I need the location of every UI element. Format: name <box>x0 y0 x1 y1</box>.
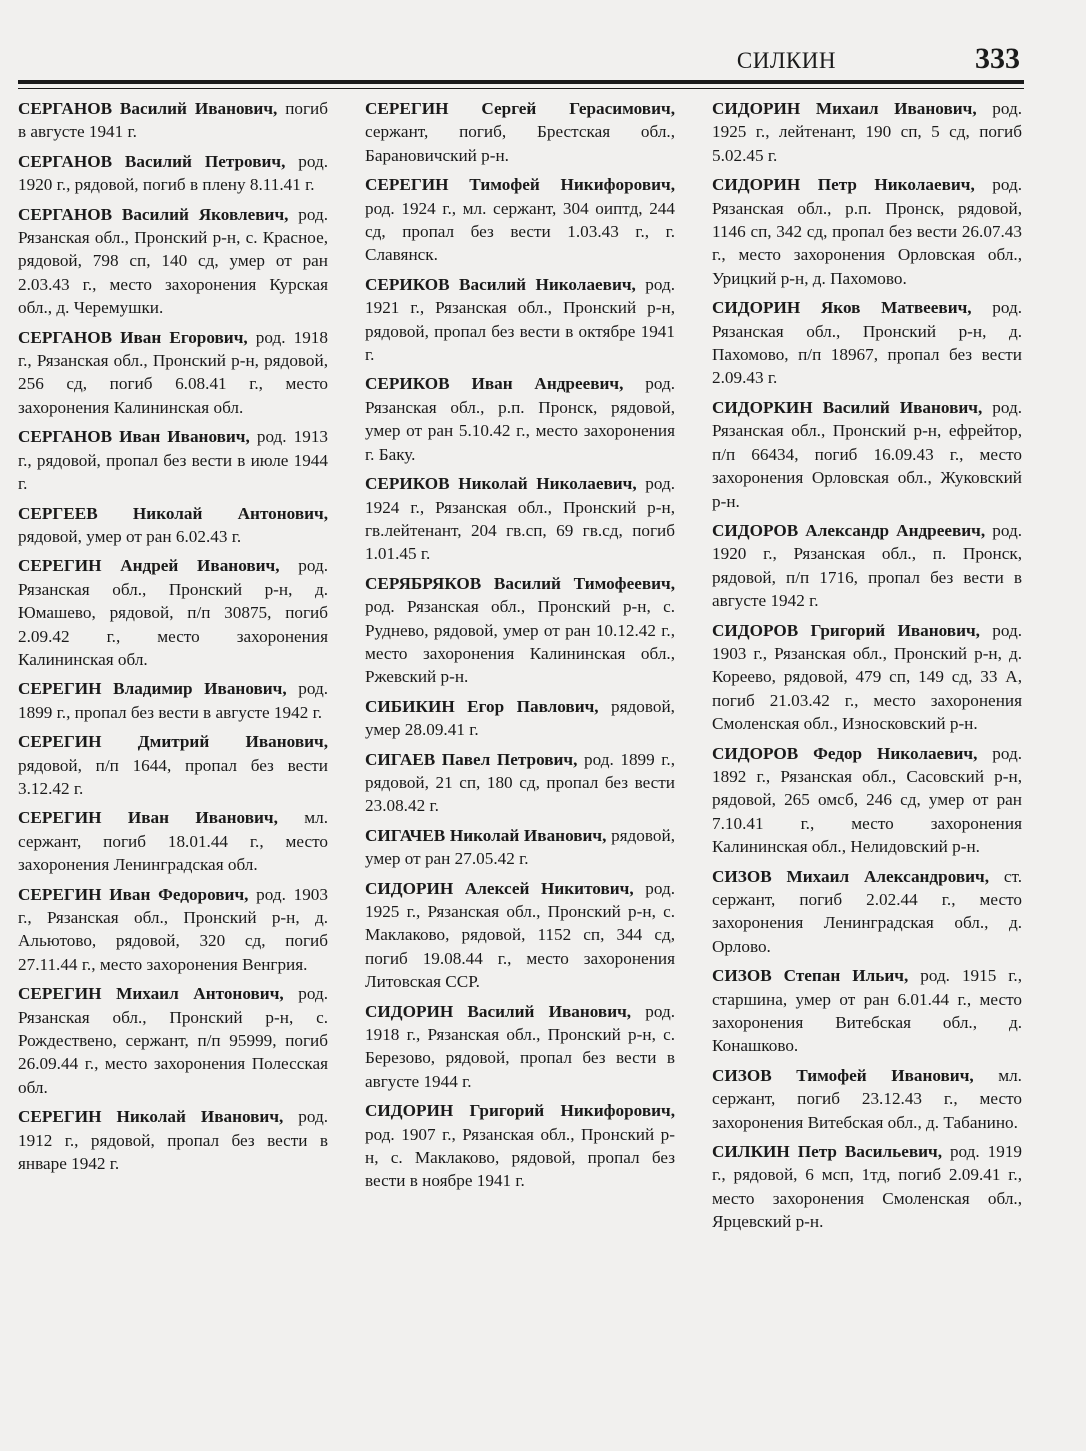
entry-name: СЕРГАНОВ Василий Петрович, <box>18 151 286 171</box>
entry-details: род. 1925 г., Рязанская обл., Пронский р-н, с. Маклаково, рядовой, 1152 сп, 344 сд, погиб 19.08.44 г., место захоронения Литовская ССР. <box>365 878 676 992</box>
register-entry <box>18 203 328 320</box>
register-entry <box>712 296 1022 390</box>
entry-details: рядовой, п/п 1644, пропал без вести 3.12.42 г. <box>18 755 328 798</box>
entry-details: погиб в августе 1941 г. <box>18 99 328 142</box>
entry-details: род. Рязанская обл., Пронский р-н, д. Юмашево, рядовой, п/п 30875, погиб 2.09.42 г., место захоронения Калининская обл. <box>18 556 328 669</box>
entry-details: род. 1899 г., пропал без вести в августе 1942 г. <box>18 679 329 722</box>
register-entry <box>712 396 1022 513</box>
entry-name: СИЗОВ Степан Ильич, <box>712 966 909 986</box>
entry-name: СИЗОВ Тимофей Иванович, <box>712 1065 974 1085</box>
register-entry <box>18 806 328 876</box>
register-entry <box>712 619 1022 736</box>
entry-name: СЕРГАНОВ Василий Яковлевич, <box>18 204 289 224</box>
entry-name: СЕРГАНОВ Иван Егорович, <box>18 327 248 347</box>
entry-details: род. 1903 г., Рязанская обл., Пронский р-н, д. Альютово, рядовой, 320 сд, погиб 27.11.44 г., место захоронения Венгрия. <box>18 884 328 974</box>
entry-details: род. Рязанская обл., Пронский р-н, с. Красное, рядовой, 798 сп, 140 сд, умер от ран 2.03.43 г., место захоронения Курская обл., д. Черемушки. <box>18 204 328 318</box>
entry-details: род. Рязанская обл., р.п. Пронск, рядовой, умер от ран 5.10.42 г., место захоронения г. Баку. <box>365 374 676 464</box>
entry-name: СИДОРИН Василий Иванович, <box>365 1001 632 1021</box>
entry-name: СЕРЯБРЯКОВ Василий Тимофеевич, <box>365 573 675 593</box>
entry-name: СИЗОВ Михаил Александрович, <box>712 866 990 886</box>
register-entry <box>18 1105 328 1175</box>
entry-name: СЕРГАНОВ Иван Иванович, <box>18 427 250 447</box>
register-entry <box>18 97 328 144</box>
page-header <box>0 0 1086 100</box>
entry-name: СЕРЕГИН Сергей Герасимович, <box>365 99 675 118</box>
entry-details: рядовой, умер от ран 27.05.42 г. <box>365 825 675 869</box>
register-entry <box>18 502 328 549</box>
register-entry <box>365 472 675 566</box>
register-entry <box>712 173 1022 290</box>
register-entry <box>365 1000 675 1094</box>
entry-name: СИБИКИН Егор Павлович, <box>365 696 599 716</box>
entry-details: род. 1907 г., Рязанская обл., Пронский р-н, с. Маклаково, рядовой, пропал без вести в ноябре 1941 г. <box>365 1124 675 1191</box>
register-entry <box>18 554 328 671</box>
entry-name: СИДОРИН Яков Матвеевич, <box>712 298 972 318</box>
entry-name: СЕРГАНОВ Василий Иванович, <box>18 99 278 118</box>
column-2 <box>365 97 675 1240</box>
entry-details: род. 1921 г., Рязанская обл., Пронский р-н, рядовой, пропал без вести в октябре 1941 г. <box>365 274 675 365</box>
register-entry <box>365 877 675 994</box>
register-entry <box>712 1140 1022 1234</box>
entry-name: СЕРГЕЕВ Николай Антонович, <box>18 503 328 523</box>
entry-details: род. Рязанская обл., р.п. Пронск, рядовой, 1146 сп, 342 сд, пропал без вести 26.07.43 г., место захоронения Орловская обл., Урицкий р-н, д. Пахомово. <box>712 175 1023 288</box>
column-3 <box>712 97 1022 1240</box>
register-entry <box>365 824 675 871</box>
entry-name: СЕРЕГИН Николай Иванович, <box>18 1107 284 1127</box>
register-entry <box>365 695 675 742</box>
register-entry <box>18 425 328 495</box>
header-rule-thick <box>18 80 1024 84</box>
register-entry <box>712 519 1022 613</box>
entry-name: СИДОРОВ Федор Николаевич, <box>712 743 978 763</box>
entry-details: род. Рязанская обл., Пронский р-н, д. Пахомово, п/п 18967, пропал без вести 2.09.43 г. <box>712 298 1023 388</box>
entry-name: СЕРЕГИН Андрей Иванович, <box>18 556 280 576</box>
register-entry <box>365 273 675 367</box>
page-number: 333 <box>975 42 1020 75</box>
entry-details: род. 1920 г., Рязанская обл., п. Пронск, рядовой, п/п 1716, пропал без вести в августе 1942 г. <box>712 520 1022 611</box>
entry-details: род. Рязанская обл., Пронский р-н, с. Руднево, рядовой, умер от ран 10.12.42 г., место захоронения Калининская обл., Ржевский р-н. <box>365 597 675 687</box>
entry-name: СЕРЕГИН Иван Иванович, <box>18 808 278 828</box>
entry-details: род. 1912 г., рядовой, пропал без вести в январе 1942 г. <box>18 1107 328 1174</box>
entry-details: род. 1918 г., Рязанская обл., Пронский р-н, рядовой, 256 сд, погиб 6.08.41 г., место захоронения Калининская обл. <box>18 327 328 417</box>
entry-details: рядовой, умер 28.09.41 г. <box>365 696 675 740</box>
entry-details: род. 1892 г., Рязанская обл., Сасовский р-н, рядовой, 265 омсб, 246 сд, умер от ран 7.10.41 г., место захоронения Калининская обл., Нелидовский р-н. <box>712 743 1023 857</box>
register-entry <box>712 865 1022 959</box>
entry-details: род. 1918 г., Рязанская обл., Пронский р-н, с. Березово, рядовой, пропал без вести в августе 1944 г. <box>365 1001 675 1091</box>
entry-details: ст. сержант, погиб 2.02.44 г., место захоронения Ленинградская обл., д. Орлово. <box>712 866 1022 956</box>
entry-name: СИДОРОВ Григорий Иванович, <box>712 620 980 640</box>
register-entry <box>365 173 675 267</box>
entry-name: СИДОРИН Михаил Иванович, <box>712 99 977 118</box>
entry-name: СЕРИКОВ Иван Андреевич, <box>365 374 624 394</box>
register-entry <box>365 372 675 466</box>
entry-name: СИГАЧЕВ Николай Иванович, <box>365 825 607 845</box>
register-entry <box>18 730 328 800</box>
entry-name: СЕРЕГИН Иван Федорович, <box>18 884 249 904</box>
entry-details: мл. сержант, погиб 23.12.43 г., место захоронения Витебская обл., д. Табанино. <box>712 1065 1022 1132</box>
entry-name: СИДОРКИН Василий Иванович, <box>712 397 983 417</box>
entry-details: род. 1920 г., рядовой, погиб в плену 8.11.41 г. <box>18 151 328 195</box>
register-entry <box>712 97 1022 167</box>
register-entry <box>18 982 328 1099</box>
column-1 <box>18 97 328 1240</box>
entry-details: род. 1925 г., лейтенант, 190 сп, 5 сд, погиб 5.02.45 г. <box>712 99 1022 165</box>
entry-name: СИЛКИН Петр Васильевич, <box>712 1142 943 1162</box>
header-rule-thin <box>18 88 1024 89</box>
entry-name: СЕРЕГИН Дмитрий Иванович, <box>18 732 328 752</box>
register-entry <box>712 1064 1022 1134</box>
entry-details: рядовой, умер от ран 6.02.43 г. <box>18 526 242 546</box>
entry-name: СЕРИКОВ Василий Николаевич, <box>365 274 636 294</box>
entry-details: род. 1903 г., Рязанская обл., Пронский р-н, д. Кореево, рядовой, 479 сп, 149 сд, 33 А, погиб 21.03.42 г., место захоронения Смоленская обл., Износковский р-н. <box>712 620 1023 734</box>
entry-details: род. 1919 г., рядовой, 6 мсп, 1тд, погиб 2.09.41 г., место захоронения Смоленская обл., Ярцевский р-н. <box>712 1142 1023 1232</box>
register-entry <box>712 964 1022 1058</box>
entry-name: СЕРЕГИН Тимофей Никифорович, <box>365 175 675 195</box>
entry-name: СЕРИКОВ Николай Николаевич, <box>365 474 637 494</box>
running-head: СИЛКИН <box>736 48 836 73</box>
entry-details: род. 1924 г., Рязанская обл., Пронский р-н, гв.лейтенант, 204 гв.сп, 69 гв.сд, погиб 1.01.45 г. <box>365 474 676 564</box>
entry-details: род. 1913 г., рядовой, пропал без вести в июле 1944 г. <box>18 427 329 494</box>
register-entry <box>365 97 675 167</box>
entry-name: СЕРЕГИН Михаил Антонович, <box>18 984 284 1004</box>
entry-name: СИДОРИН Григорий Никифорович, <box>365 1101 675 1121</box>
register-entry <box>18 326 328 420</box>
entry-details: род. Рязанская обл., Пронский р-н, с. Рождествено, сержант, п/п 95999, погиб 26.09.44 г., место захоронения Полесская обл. <box>18 984 329 1097</box>
register-entry <box>18 150 328 197</box>
entry-name: СИГАЕВ Павел Петрович, <box>365 749 578 769</box>
entry-name: СЕРЕГИН Владимир Иванович, <box>18 679 287 699</box>
entry-name: СИДОРИН Алексей Никитович, <box>365 878 634 898</box>
register-entry <box>18 883 328 977</box>
entry-details: сержант, погиб, Брестская обл., Барановичский р-н. <box>365 122 675 165</box>
entry-details: род. 1924 г., мл. сержант, 304 оиптд, 244 сд, пропал без вести 1.03.43 г., г. Славянск. <box>365 198 675 265</box>
register-entry <box>712 742 1022 859</box>
entry-details: род. 1915 г., старшина, умер от ран 6.01.44 г., место захоронения Витебская обл., д. Конашково. <box>712 966 1022 1056</box>
text-columns <box>18 97 1022 1240</box>
entry-details: род. 1899 г., рядовой, 21 сп, 180 сд, пропал без вести 23.08.42 г. <box>365 749 676 816</box>
register-entry <box>18 677 328 724</box>
entry-name: СИДОРИН Петр Николаевич, <box>712 175 975 195</box>
register-entry <box>365 572 675 689</box>
entry-details: мл. сержант, погиб 18.01.44 г., место захоронения Ленинградская обл. <box>18 808 328 875</box>
entry-details: род. Рязанская обл., Пронский р-н, ефрейтор, п/п 66434, погиб 16.09.43 г., место захоронения Орловская обл., Жуковский р-н. <box>712 397 1023 511</box>
entry-name: СИДОРОВ Александр Андреевич, <box>712 520 986 540</box>
register-entry <box>365 1099 675 1193</box>
register-entry <box>365 748 675 818</box>
